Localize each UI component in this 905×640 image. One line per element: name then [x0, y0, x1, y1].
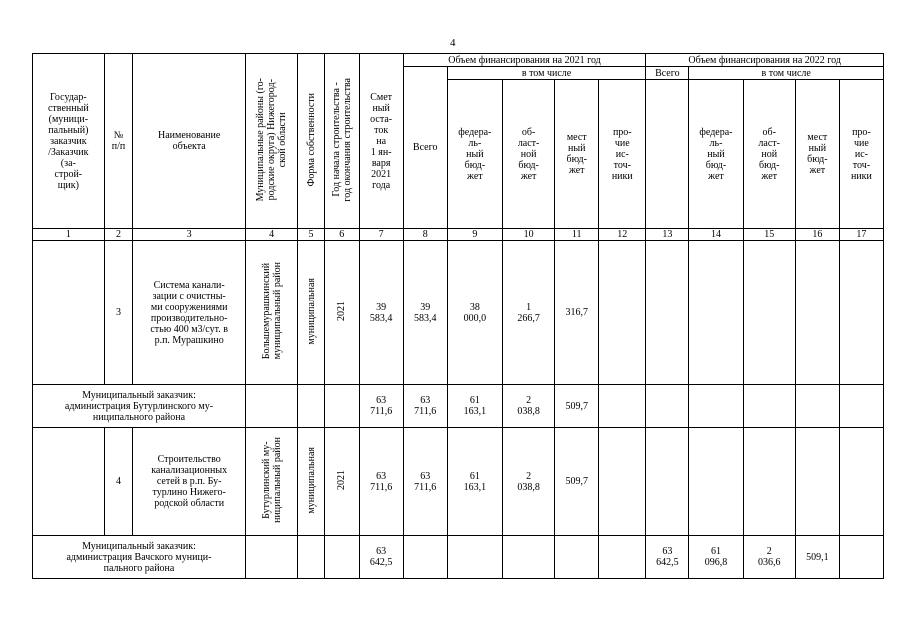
header-incl-2022: в том числе [689, 67, 884, 80]
header-district-text: Муниципальные районы (го- родские округа) Нижегород- ской области [255, 77, 289, 202]
row-federal-2021: 61 163,1 [447, 428, 502, 536]
subtotal-row [33, 536, 884, 579]
column-number: 12 [599, 229, 646, 241]
header-other-2021: про- чие ис- точ- ники [599, 80, 646, 229]
column-number: 15 [743, 229, 795, 241]
row-local-2021: 316,7 [555, 241, 599, 385]
subtotal-customer: Муниципальный заказчик: администрация Бутурлинского му- ниципального района [33, 385, 246, 428]
row-object-name: Система канали- зации с очистны- ми сооружениями производительно- стью 400 м3/сут. в р.п. Мурашкино [133, 241, 246, 385]
row-years [324, 241, 359, 385]
column-number: 8 [403, 229, 447, 241]
subtotal-federal-2021 [447, 536, 502, 579]
header-ownership [298, 54, 325, 229]
header-local-2021: мест ный бюд- жет [555, 80, 599, 229]
subtotal-local-2021: 509,7 [555, 385, 599, 428]
subtotal-total-2021: 63 711,6 [403, 385, 447, 428]
column-number: 11 [555, 229, 599, 241]
header-total-2022-blank [646, 80, 689, 229]
subtotal-federal-2022: 61 096,8 [689, 536, 743, 579]
row-ownership [298, 241, 325, 385]
column-number: 16 [795, 229, 839, 241]
row-district-text: Большемурашкинский муниципальный район [260, 262, 283, 360]
row-num: 4 [104, 428, 133, 536]
row-federal-2022 [689, 428, 743, 536]
header-customer: Государ- ственный (муници- пальный) заказчик /Заказчик (за- строй- щик) [33, 54, 105, 229]
subtotal-other-2022 [839, 536, 883, 579]
subtotal-regional-2021: 2 038,8 [503, 385, 555, 428]
table-row [33, 428, 884, 536]
header-num: № п/п [104, 54, 133, 229]
subtotal-ownership [298, 385, 325, 428]
row-other-2021 [599, 428, 646, 536]
header-regional-2022: об- ласт- ной бюд- жет [743, 80, 795, 229]
financing-table [32, 53, 884, 579]
row-other-2021 [599, 241, 646, 385]
row-federal-2021: 38 000,0 [447, 241, 502, 385]
column-number: 14 [689, 229, 743, 241]
header-years [324, 54, 359, 229]
column-number: 2 [104, 229, 133, 241]
subtotal-district [245, 536, 297, 579]
row-ownership [298, 428, 325, 536]
row-district [245, 428, 297, 536]
row-regional-2022 [743, 428, 795, 536]
row-other-2022 [839, 428, 883, 536]
subtotal-total-2021 [403, 536, 447, 579]
subtotal-estimate: 63 642,5 [359, 536, 403, 579]
page-number: 4 [450, 37, 456, 49]
row-local-2022 [795, 241, 839, 385]
subtotal-federal-2021: 61 163,1 [447, 385, 502, 428]
subtotal-customer: Муниципальный заказчик: администрация Вачского муници- пального района [33, 536, 246, 579]
column-number: 13 [646, 229, 689, 241]
row-federal-2022 [689, 241, 743, 385]
row-years [324, 428, 359, 536]
row-regional-2021: 2 038,8 [503, 428, 555, 536]
subtotal-other-2021 [599, 385, 646, 428]
column-number: 4 [245, 229, 297, 241]
subtotal-regional-2022 [743, 385, 795, 428]
header-ownership-text: Форма собственности [305, 92, 317, 187]
subtotal-years [324, 536, 359, 579]
row-total-2022 [646, 241, 689, 385]
header-incl-2021: в том числе [447, 67, 646, 80]
header-local-2022: мест ный бюд- жет [795, 80, 839, 229]
subtotal-other-2022 [839, 385, 883, 428]
subtotal-regional-2021 [503, 536, 555, 579]
column-number: 1 [33, 229, 105, 241]
row-estimate: 63 711,6 [359, 428, 403, 536]
subtotal-row [33, 385, 884, 428]
row-object-name: Строительство канализационных сетей в р.п. Бу- турлино Нижего- родской области [133, 428, 246, 536]
subtotal-total-2022 [646, 385, 689, 428]
row-total-2021: 63 711,6 [403, 428, 447, 536]
subtotal-district [245, 385, 297, 428]
row-local-2022 [795, 428, 839, 536]
header-object-name: Наименование объекта [133, 54, 246, 229]
row-ownership-text: муниципальная [305, 446, 317, 514]
header-years-text: Год начала строительства - год окончания строительства [330, 77, 353, 202]
subtotal-local-2021 [555, 536, 599, 579]
header-total-2021: Всего [403, 67, 447, 229]
row-regional-2021: 1 266,7 [503, 241, 555, 385]
header-federal-2022: федера- ль- ный бюд- жет [689, 80, 743, 229]
row-ownership-text: муниципальная [305, 277, 317, 345]
row-district-text: Бутурлинский му- ниципальный район [260, 437, 283, 523]
subtotal-regional-2022: 2 036,6 [743, 536, 795, 579]
row-customer [33, 428, 105, 536]
row-local-2021: 509,7 [555, 428, 599, 536]
row-num: 3 [104, 241, 133, 385]
row-total-2022 [646, 428, 689, 536]
subtotal-local-2022 [795, 385, 839, 428]
row-other-2022 [839, 241, 883, 385]
row-customer [33, 241, 105, 385]
subtotal-estimate: 63 711,6 [359, 385, 403, 428]
row-total-2021: 39 583,4 [403, 241, 447, 385]
column-number: 7 [359, 229, 403, 241]
header-fin-2021: Объем финансирования на 2021 год [403, 54, 646, 67]
column-number: 3 [133, 229, 246, 241]
column-number: 17 [839, 229, 883, 241]
table-row [33, 241, 884, 385]
header-estimate: Смет ный оста- ток на 1 ян- варя 2021 года [359, 54, 403, 229]
header-other-2022: про- чие ис- точ- ники [839, 80, 883, 229]
row-district [245, 241, 297, 385]
header-district [245, 54, 297, 229]
header-regional-2021: об- ласт- ной бюд- жет [503, 80, 555, 229]
subtotal-other-2021 [599, 536, 646, 579]
header-total-2022: Всего [646, 67, 689, 80]
row-estimate: 39 583,4 [359, 241, 403, 385]
header-federal-2021: федера- ль- ный бюд- жет [447, 80, 502, 229]
column-number: 5 [298, 229, 325, 241]
column-number-row [33, 229, 884, 241]
header-fin-2022: Объем финансирования на 2022 год [646, 54, 884, 67]
column-number: 10 [503, 229, 555, 241]
subtotal-years [324, 385, 359, 428]
row-regional-2022 [743, 241, 795, 385]
subtotal-ownership [298, 536, 325, 579]
subtotal-total-2022: 63 642,5 [646, 536, 689, 579]
row-years-text: 2021 [336, 470, 348, 490]
subtotal-federal-2022 [689, 385, 743, 428]
column-number: 9 [447, 229, 502, 241]
subtotal-local-2022: 509,1 [795, 536, 839, 579]
row-years-text: 2021 [336, 301, 348, 321]
column-number: 6 [324, 229, 359, 241]
